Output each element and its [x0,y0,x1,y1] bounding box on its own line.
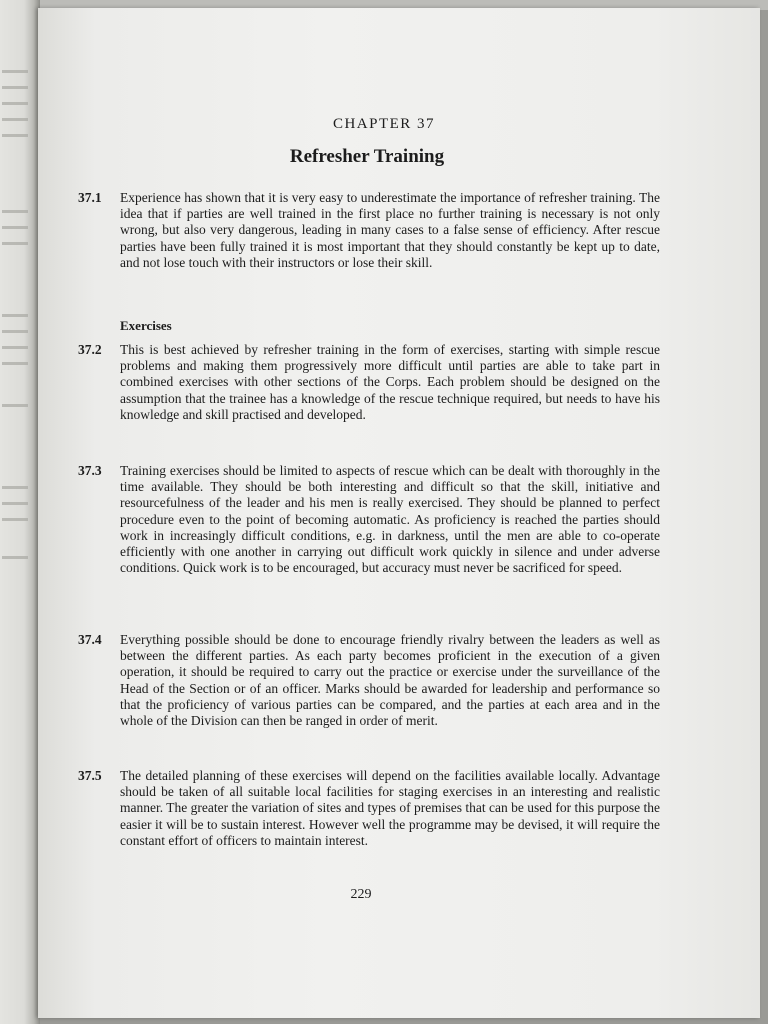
paragraph-number: 37.5 [78,768,102,783]
section-heading-exercises: Exercises [120,318,172,333]
paragraph-text: This is best achieved by refresher training in the form of exercises, starting with simple rescue problems and making them progressively more difficult until parties are able to take part in combined exercises with other sections of the Corps. Each problem should be designed on the assumption that the trainee has a knowledge of the rescue technique required, but needs to have his knowledge and skill practised and developed. [120,342,660,422]
paragraph-37-5 [78,768,660,849]
paragraph-number: 37.2 [78,342,102,357]
paragraph-37-3 [78,463,660,576]
paragraph-text: The detailed planning of these exercises will depend on the facilities available locally. Advantage should be taken of all suitable local facilities for staging exercises in an interesting and realistic manner. The greater the variation of sites and types of premises that can be used for this purpose the easier it will be to sustain interest. However well the programme may be devised, it will require the constant effort of officers to maintain interest. [120,768,660,848]
paragraph-37-2 [78,342,660,423]
paragraph-number: 37.4 [78,632,102,647]
paragraph-text: Everything possible should be done to encourage friendly rivalry between the leaders as well as between the different parties. As each party becomes proficient in the execution of a given operation, it should be required to carry out the practice or exercise under the surveillance of the Head of the Section or of an officer. Marks should be awarded for leadership and performance so that the proficiency of various parties can be compared, and the parties at each area and in the whole of the Division can then be ranged in order of merit. [120,632,660,729]
paragraph-number: 37.3 [78,463,102,478]
paragraph-37-4 [78,632,660,729]
page-title: Refresher Training [289,146,445,167]
paragraph-37-1 [78,190,660,271]
paragraph-text: Experience has shown that it is very easy to underestimate the importance of refresher training. The idea that if parties are well trained in the first place no further training is necessary is not only wrong, but also very dangerous, leading in many cases to a false sense of efficiency. After rescue parties have been fully trained it is most important that they should constantly be kept up to date, and not lose touch with their instructors or lose their skill. [120,190,660,270]
chapter-label: CHAPTER 37 [332,116,436,132]
page-number: 229 [350,887,372,902]
paragraph-number: 37.1 [78,190,102,205]
paragraph-text: Training exercises should be limited to aspects of rescue which can be dealt with thoroughly in the time available. They should be both interesting and difficult so that the skill, initiative and resourcefulness of the leader and his men is really exercised. They should be planned to perfect procedure even to the point of becoming automatic. As proficiency is reached the parties should work in increasingly difficult conditions, e.g. in darkness, until the men are able to co-operate efficiently with one another in carrying out difficult work quickly in silence and under adverse conditions. Quick work is to be encouraged, but accuracy must never be sacrificed for speed. [120,463,660,576]
